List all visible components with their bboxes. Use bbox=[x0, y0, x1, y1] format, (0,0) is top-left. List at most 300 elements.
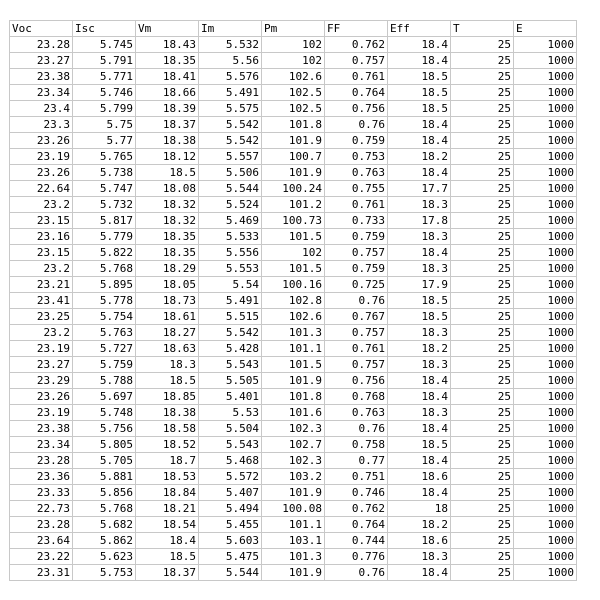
data-cell[interactable]: 23.3 bbox=[10, 117, 73, 133]
data-cell[interactable]: 5.575 bbox=[199, 101, 262, 117]
data-cell[interactable]: 0.759 bbox=[325, 133, 388, 149]
data-cell[interactable]: 102.6 bbox=[262, 309, 325, 325]
data-cell[interactable]: 1000 bbox=[514, 325, 577, 341]
data-cell[interactable]: 5.504 bbox=[199, 421, 262, 437]
data-cell[interactable]: 5.763 bbox=[73, 325, 136, 341]
data-cell[interactable]: 25 bbox=[451, 325, 514, 341]
data-cell[interactable]: 25 bbox=[451, 517, 514, 533]
data-cell[interactable]: 18.39 bbox=[136, 101, 199, 117]
data-cell[interactable]: 22.64 bbox=[10, 181, 73, 197]
column-header-cell[interactable]: Im bbox=[199, 21, 262, 37]
data-cell[interactable]: 102 bbox=[262, 37, 325, 53]
data-cell[interactable]: 100.16 bbox=[262, 277, 325, 293]
data-cell[interactable]: 1000 bbox=[514, 181, 577, 197]
data-cell[interactable]: 0.757 bbox=[325, 357, 388, 373]
data-cell[interactable]: 18.2 bbox=[388, 149, 451, 165]
data-cell[interactable]: 0.764 bbox=[325, 85, 388, 101]
data-cell[interactable]: 5.455 bbox=[199, 517, 262, 533]
data-cell[interactable]: 0.767 bbox=[325, 309, 388, 325]
data-cell[interactable]: 25 bbox=[451, 421, 514, 437]
data-cell[interactable]: 18.5 bbox=[388, 85, 451, 101]
data-cell[interactable]: 18.35 bbox=[136, 53, 199, 69]
data-cell[interactable]: 23.4 bbox=[10, 101, 73, 117]
data-cell[interactable]: 100.7 bbox=[262, 149, 325, 165]
data-cell[interactable]: 18.4 bbox=[388, 421, 451, 437]
data-cell[interactable]: 23.64 bbox=[10, 533, 73, 549]
column-header-cell[interactable]: Voc bbox=[10, 21, 73, 37]
data-cell[interactable]: 102.5 bbox=[262, 85, 325, 101]
data-cell[interactable]: 101.9 bbox=[262, 565, 325, 581]
data-cell[interactable]: 5.77 bbox=[73, 133, 136, 149]
data-cell[interactable]: 18.53 bbox=[136, 469, 199, 485]
data-cell[interactable]: 23.21 bbox=[10, 277, 73, 293]
data-cell[interactable]: 5.75 bbox=[73, 117, 136, 133]
data-cell[interactable]: 5.469 bbox=[199, 213, 262, 229]
data-cell[interactable]: 18.3 bbox=[388, 325, 451, 341]
data-cell[interactable]: 0.758 bbox=[325, 437, 388, 453]
data-cell[interactable]: 25 bbox=[451, 293, 514, 309]
data-cell[interactable]: 1000 bbox=[514, 485, 577, 501]
data-cell[interactable]: 18.4 bbox=[388, 37, 451, 53]
data-cell[interactable]: 5.54 bbox=[199, 277, 262, 293]
data-cell[interactable]: 17.7 bbox=[388, 181, 451, 197]
data-cell[interactable]: 18.3 bbox=[388, 549, 451, 565]
data-cell[interactable]: 101.9 bbox=[262, 485, 325, 501]
data-cell[interactable]: 5.533 bbox=[199, 229, 262, 245]
data-cell[interactable]: 18.3 bbox=[388, 261, 451, 277]
data-cell[interactable]: 1000 bbox=[514, 293, 577, 309]
data-cell[interactable]: 18.5 bbox=[136, 549, 199, 565]
data-cell[interactable]: 5.768 bbox=[73, 261, 136, 277]
data-cell[interactable]: 23.31 bbox=[10, 565, 73, 581]
data-cell[interactable]: 5.765 bbox=[73, 149, 136, 165]
data-cell[interactable]: 25 bbox=[451, 357, 514, 373]
data-cell[interactable]: 0.761 bbox=[325, 197, 388, 213]
data-cell[interactable]: 1000 bbox=[514, 277, 577, 293]
data-cell[interactable]: 102.3 bbox=[262, 421, 325, 437]
data-cell[interactable]: 0.761 bbox=[325, 341, 388, 357]
data-cell[interactable]: 5.705 bbox=[73, 453, 136, 469]
data-cell[interactable]: 101.9 bbox=[262, 373, 325, 389]
data-cell[interactable]: 18.38 bbox=[136, 405, 199, 421]
data-cell[interactable]: 5.822 bbox=[73, 245, 136, 261]
data-cell[interactable]: 18.29 bbox=[136, 261, 199, 277]
data-cell[interactable]: 25 bbox=[451, 389, 514, 405]
data-cell[interactable]: 18.37 bbox=[136, 565, 199, 581]
data-cell[interactable]: 0.764 bbox=[325, 517, 388, 533]
data-cell[interactable]: 22.73 bbox=[10, 501, 73, 517]
data-cell[interactable]: 25 bbox=[451, 53, 514, 69]
data-cell[interactable]: 25 bbox=[451, 469, 514, 485]
data-cell[interactable]: 1000 bbox=[514, 197, 577, 213]
data-cell[interactable]: 100.24 bbox=[262, 181, 325, 197]
data-cell[interactable]: 18.5 bbox=[388, 293, 451, 309]
data-cell[interactable]: 23.25 bbox=[10, 309, 73, 325]
data-cell[interactable]: 18.4 bbox=[136, 533, 199, 549]
data-cell[interactable]: 25 bbox=[451, 165, 514, 181]
data-cell[interactable]: 5.603 bbox=[199, 533, 262, 549]
data-cell[interactable]: 18.58 bbox=[136, 421, 199, 437]
data-cell[interactable]: 5.753 bbox=[73, 565, 136, 581]
data-cell[interactable]: 1000 bbox=[514, 309, 577, 325]
data-cell[interactable]: 25 bbox=[451, 133, 514, 149]
data-cell[interactable]: 5.856 bbox=[73, 485, 136, 501]
data-cell[interactable]: 5.524 bbox=[199, 197, 262, 213]
data-cell[interactable]: 23.27 bbox=[10, 53, 73, 69]
data-cell[interactable]: 25 bbox=[451, 101, 514, 117]
data-cell[interactable]: 5.468 bbox=[199, 453, 262, 469]
data-cell[interactable]: 18.4 bbox=[388, 165, 451, 181]
data-cell[interactable]: 1000 bbox=[514, 437, 577, 453]
data-cell[interactable]: 0.76 bbox=[325, 117, 388, 133]
data-cell[interactable]: 18.4 bbox=[388, 133, 451, 149]
data-cell[interactable]: 1000 bbox=[514, 85, 577, 101]
data-cell[interactable]: 5.756 bbox=[73, 421, 136, 437]
data-cell[interactable]: 5.572 bbox=[199, 469, 262, 485]
data-cell[interactable]: 5.862 bbox=[73, 533, 136, 549]
data-cell[interactable]: 18.6 bbox=[388, 533, 451, 549]
data-cell[interactable]: 23.26 bbox=[10, 165, 73, 181]
data-cell[interactable]: 0.776 bbox=[325, 549, 388, 565]
data-cell[interactable]: 5.556 bbox=[199, 245, 262, 261]
data-cell[interactable]: 18.4 bbox=[388, 389, 451, 405]
data-cell[interactable]: 103.2 bbox=[262, 469, 325, 485]
data-cell[interactable]: 1000 bbox=[514, 357, 577, 373]
data-cell[interactable]: 5.747 bbox=[73, 181, 136, 197]
data-cell[interactable]: 0.751 bbox=[325, 469, 388, 485]
data-cell[interactable]: 23.2 bbox=[10, 197, 73, 213]
data-cell[interactable]: 0.761 bbox=[325, 69, 388, 85]
data-cell[interactable]: 1000 bbox=[514, 101, 577, 117]
data-cell[interactable]: 23.26 bbox=[10, 133, 73, 149]
data-cell[interactable]: 0.725 bbox=[325, 277, 388, 293]
data-cell[interactable]: 0.768 bbox=[325, 389, 388, 405]
data-cell[interactable]: 25 bbox=[451, 245, 514, 261]
data-cell[interactable]: 0.77 bbox=[325, 453, 388, 469]
data-cell[interactable]: 18.73 bbox=[136, 293, 199, 309]
data-cell[interactable]: 1000 bbox=[514, 453, 577, 469]
data-cell[interactable]: 102.6 bbox=[262, 69, 325, 85]
data-cell[interactable]: 5.779 bbox=[73, 229, 136, 245]
data-cell[interactable]: 5.732 bbox=[73, 197, 136, 213]
data-cell[interactable]: 102 bbox=[262, 53, 325, 69]
data-cell[interactable]: 5.788 bbox=[73, 373, 136, 389]
data-cell[interactable]: 101.6 bbox=[262, 405, 325, 421]
data-cell[interactable]: 25 bbox=[451, 341, 514, 357]
data-cell[interactable]: 18.32 bbox=[136, 213, 199, 229]
data-cell[interactable]: 23.15 bbox=[10, 245, 73, 261]
data-cell[interactable]: 0.759 bbox=[325, 229, 388, 245]
data-cell[interactable]: 25 bbox=[451, 117, 514, 133]
data-cell[interactable]: 23.29 bbox=[10, 373, 73, 389]
data-cell[interactable]: 18.7 bbox=[136, 453, 199, 469]
data-cell[interactable]: 102 bbox=[262, 245, 325, 261]
data-cell[interactable]: 18.4 bbox=[388, 453, 451, 469]
data-cell[interactable]: 0.759 bbox=[325, 261, 388, 277]
data-cell[interactable]: 5.515 bbox=[199, 309, 262, 325]
data-cell[interactable]: 5.738 bbox=[73, 165, 136, 181]
column-header-cell[interactable]: Eff bbox=[388, 21, 451, 37]
data-cell[interactable]: 1000 bbox=[514, 469, 577, 485]
data-cell[interactable]: 25 bbox=[451, 405, 514, 421]
column-header-cell[interactable]: Pm bbox=[262, 21, 325, 37]
data-cell[interactable]: 1000 bbox=[514, 133, 577, 149]
data-cell[interactable]: 102.8 bbox=[262, 293, 325, 309]
data-cell[interactable]: 5.543 bbox=[199, 437, 262, 453]
data-cell[interactable]: 18.2 bbox=[388, 341, 451, 357]
data-cell[interactable]: 1000 bbox=[514, 549, 577, 565]
data-cell[interactable]: 18.37 bbox=[136, 117, 199, 133]
data-cell[interactable]: 5.623 bbox=[73, 549, 136, 565]
data-cell[interactable]: 18.35 bbox=[136, 245, 199, 261]
data-cell[interactable]: 101.2 bbox=[262, 197, 325, 213]
data-cell[interactable]: 5.746 bbox=[73, 85, 136, 101]
data-cell[interactable]: 18.21 bbox=[136, 501, 199, 517]
data-cell[interactable]: 5.532 bbox=[199, 37, 262, 53]
data-cell[interactable]: 1000 bbox=[514, 229, 577, 245]
data-cell[interactable]: 18.6 bbox=[388, 469, 451, 485]
data-cell[interactable]: 25 bbox=[451, 229, 514, 245]
data-cell[interactable]: 25 bbox=[451, 309, 514, 325]
data-cell[interactable]: 102.7 bbox=[262, 437, 325, 453]
data-cell[interactable]: 102.5 bbox=[262, 101, 325, 117]
data-cell[interactable]: 5.542 bbox=[199, 325, 262, 341]
data-cell[interactable]: 5.543 bbox=[199, 357, 262, 373]
data-cell[interactable]: 5.544 bbox=[199, 181, 262, 197]
data-cell[interactable]: 23.36 bbox=[10, 469, 73, 485]
data-cell[interactable]: 17.9 bbox=[388, 277, 451, 293]
data-cell[interactable]: 23.38 bbox=[10, 69, 73, 85]
data-cell[interactable]: 0.763 bbox=[325, 405, 388, 421]
data-cell[interactable]: 18.3 bbox=[388, 405, 451, 421]
data-cell[interactable]: 1000 bbox=[514, 341, 577, 357]
data-cell[interactable]: 101.5 bbox=[262, 229, 325, 245]
data-cell[interactable]: 1000 bbox=[514, 37, 577, 53]
data-cell[interactable]: 1000 bbox=[514, 373, 577, 389]
data-cell[interactable]: 23.16 bbox=[10, 229, 73, 245]
data-cell[interactable]: 5.576 bbox=[199, 69, 262, 85]
data-cell[interactable]: 18.61 bbox=[136, 309, 199, 325]
data-cell[interactable]: 0.744 bbox=[325, 533, 388, 549]
data-cell[interactable]: 1000 bbox=[514, 517, 577, 533]
data-cell[interactable]: 5.53 bbox=[199, 405, 262, 421]
data-cell[interactable]: 5.542 bbox=[199, 117, 262, 133]
data-cell[interactable]: 23.2 bbox=[10, 261, 73, 277]
data-cell[interactable]: 5.544 bbox=[199, 565, 262, 581]
data-cell[interactable]: 101.3 bbox=[262, 549, 325, 565]
data-cell[interactable]: 18.5 bbox=[136, 373, 199, 389]
data-cell[interactable]: 101.8 bbox=[262, 117, 325, 133]
data-cell[interactable]: 18.27 bbox=[136, 325, 199, 341]
data-cell[interactable]: 5.401 bbox=[199, 389, 262, 405]
data-cell[interactable]: 1000 bbox=[514, 533, 577, 549]
column-header-cell[interactable]: FF bbox=[325, 21, 388, 37]
data-cell[interactable]: 18.4 bbox=[388, 245, 451, 261]
data-cell[interactable]: 23.19 bbox=[10, 405, 73, 421]
data-cell[interactable]: 18 bbox=[388, 501, 451, 517]
data-cell[interactable]: 25 bbox=[451, 197, 514, 213]
data-cell[interactable]: 25 bbox=[451, 565, 514, 581]
data-cell[interactable]: 18.63 bbox=[136, 341, 199, 357]
data-cell[interactable]: 0.746 bbox=[325, 485, 388, 501]
data-cell[interactable]: 5.745 bbox=[73, 37, 136, 53]
data-cell[interactable]: 23.28 bbox=[10, 517, 73, 533]
data-cell[interactable]: 1000 bbox=[514, 421, 577, 437]
column-header-cell[interactable]: Vm bbox=[136, 21, 199, 37]
data-cell[interactable]: 5.697 bbox=[73, 389, 136, 405]
data-cell[interactable]: 0.762 bbox=[325, 37, 388, 53]
data-cell[interactable]: 1000 bbox=[514, 213, 577, 229]
data-cell[interactable]: 23.28 bbox=[10, 37, 73, 53]
data-cell[interactable]: 18.3 bbox=[388, 197, 451, 213]
data-cell[interactable]: 5.56 bbox=[199, 53, 262, 69]
data-cell[interactable]: 103.1 bbox=[262, 533, 325, 549]
data-cell[interactable]: 5.748 bbox=[73, 405, 136, 421]
data-cell[interactable]: 25 bbox=[451, 549, 514, 565]
data-cell[interactable]: 5.754 bbox=[73, 309, 136, 325]
data-cell[interactable]: 1000 bbox=[514, 149, 577, 165]
data-cell[interactable]: 23.34 bbox=[10, 437, 73, 453]
data-cell[interactable]: 25 bbox=[451, 85, 514, 101]
data-cell[interactable]: 18.4 bbox=[388, 565, 451, 581]
data-cell[interactable]: 5.791 bbox=[73, 53, 136, 69]
data-cell[interactable]: 25 bbox=[451, 37, 514, 53]
data-cell[interactable]: 18.38 bbox=[136, 133, 199, 149]
data-cell[interactable]: 18.08 bbox=[136, 181, 199, 197]
data-cell[interactable]: 18.2 bbox=[388, 517, 451, 533]
data-cell[interactable]: 5.768 bbox=[73, 501, 136, 517]
data-cell[interactable]: 0.763 bbox=[325, 165, 388, 181]
data-cell[interactable]: 0.757 bbox=[325, 245, 388, 261]
data-cell[interactable]: 5.491 bbox=[199, 293, 262, 309]
data-cell[interactable]: 18.5 bbox=[388, 309, 451, 325]
data-cell[interactable]: 18.43 bbox=[136, 37, 199, 53]
data-cell[interactable]: 1000 bbox=[514, 69, 577, 85]
data-cell[interactable]: 5.682 bbox=[73, 517, 136, 533]
data-cell[interactable]: 5.428 bbox=[199, 341, 262, 357]
data-cell[interactable]: 25 bbox=[451, 485, 514, 501]
data-cell[interactable]: 25 bbox=[451, 277, 514, 293]
column-header-cell[interactable]: Isc bbox=[73, 21, 136, 37]
data-cell[interactable]: 1000 bbox=[514, 165, 577, 181]
data-cell[interactable]: 18.12 bbox=[136, 149, 199, 165]
data-cell[interactable]: 1000 bbox=[514, 245, 577, 261]
data-cell[interactable]: 23.19 bbox=[10, 341, 73, 357]
data-cell[interactable]: 18.5 bbox=[388, 101, 451, 117]
data-cell[interactable]: 25 bbox=[451, 149, 514, 165]
data-cell[interactable]: 23.34 bbox=[10, 85, 73, 101]
data-cell[interactable]: 23.15 bbox=[10, 213, 73, 229]
data-cell[interactable]: 0.757 bbox=[325, 53, 388, 69]
data-cell[interactable]: 0.755 bbox=[325, 181, 388, 197]
data-cell[interactable]: 0.753 bbox=[325, 149, 388, 165]
data-cell[interactable]: 5.553 bbox=[199, 261, 262, 277]
data-cell[interactable]: 25 bbox=[451, 373, 514, 389]
data-cell[interactable]: 101.3 bbox=[262, 325, 325, 341]
data-cell[interactable]: 25 bbox=[451, 437, 514, 453]
data-cell[interactable]: 5.506 bbox=[199, 165, 262, 181]
data-cell[interactable]: 101.9 bbox=[262, 165, 325, 181]
data-cell[interactable]: 25 bbox=[451, 501, 514, 517]
data-cell[interactable]: 1000 bbox=[514, 501, 577, 517]
data-cell[interactable]: 100.08 bbox=[262, 501, 325, 517]
data-cell[interactable]: 0.76 bbox=[325, 293, 388, 309]
data-cell[interactable]: 100.73 bbox=[262, 213, 325, 229]
data-cell[interactable]: 5.491 bbox=[199, 85, 262, 101]
data-cell[interactable]: 101.5 bbox=[262, 261, 325, 277]
data-cell[interactable]: 0.756 bbox=[325, 373, 388, 389]
data-cell[interactable]: 0.762 bbox=[325, 501, 388, 517]
column-header-cell[interactable]: E bbox=[514, 21, 577, 37]
data-cell[interactable]: 18.4 bbox=[388, 485, 451, 501]
data-cell[interactable]: 5.494 bbox=[199, 501, 262, 517]
data-cell[interactable]: 25 bbox=[451, 261, 514, 277]
data-cell[interactable]: 1000 bbox=[514, 405, 577, 421]
data-cell[interactable]: 5.881 bbox=[73, 469, 136, 485]
data-cell[interactable]: 23.33 bbox=[10, 485, 73, 501]
data-cell[interactable]: 18.3 bbox=[388, 357, 451, 373]
data-cell[interactable]: 17.8 bbox=[388, 213, 451, 229]
data-cell[interactable]: 5.799 bbox=[73, 101, 136, 117]
data-cell[interactable]: 18.5 bbox=[388, 437, 451, 453]
data-cell[interactable]: 5.727 bbox=[73, 341, 136, 357]
data-cell[interactable]: 1000 bbox=[514, 565, 577, 581]
data-cell[interactable]: 0.733 bbox=[325, 213, 388, 229]
data-cell[interactable]: 18.66 bbox=[136, 85, 199, 101]
data-cell[interactable]: 5.542 bbox=[199, 133, 262, 149]
data-cell[interactable]: 0.756 bbox=[325, 101, 388, 117]
data-cell[interactable]: 101.8 bbox=[262, 389, 325, 405]
data-cell[interactable]: 5.557 bbox=[199, 149, 262, 165]
data-cell[interactable]: 23.19 bbox=[10, 149, 73, 165]
data-cell[interactable]: 23.2 bbox=[10, 325, 73, 341]
data-cell[interactable]: 18.54 bbox=[136, 517, 199, 533]
data-cell[interactable]: 101.9 bbox=[262, 133, 325, 149]
data-cell[interactable]: 5.759 bbox=[73, 357, 136, 373]
data-cell[interactable]: 18.05 bbox=[136, 277, 199, 293]
data-cell[interactable]: 18.3 bbox=[388, 229, 451, 245]
data-cell[interactable]: 18.4 bbox=[388, 53, 451, 69]
data-cell[interactable]: 101.1 bbox=[262, 341, 325, 357]
data-cell[interactable]: 5.407 bbox=[199, 485, 262, 501]
data-cell[interactable]: 23.26 bbox=[10, 389, 73, 405]
data-cell[interactable]: 1000 bbox=[514, 53, 577, 69]
data-cell[interactable]: 5.505 bbox=[199, 373, 262, 389]
data-cell[interactable]: 0.76 bbox=[325, 565, 388, 581]
data-cell[interactable]: 25 bbox=[451, 181, 514, 197]
data-cell[interactable]: 25 bbox=[451, 533, 514, 549]
data-cell[interactable]: 5.805 bbox=[73, 437, 136, 453]
data-cell[interactable]: 0.757 bbox=[325, 325, 388, 341]
data-cell[interactable]: 23.28 bbox=[10, 453, 73, 469]
data-cell[interactable]: 18.4 bbox=[388, 373, 451, 389]
data-cell[interactable]: 18.32 bbox=[136, 197, 199, 213]
data-cell[interactable]: 25 bbox=[451, 69, 514, 85]
data-cell[interactable]: 102.3 bbox=[262, 453, 325, 469]
data-cell[interactable]: 18.41 bbox=[136, 69, 199, 85]
data-cell[interactable]: 18.5 bbox=[136, 165, 199, 181]
data-cell[interactable]: 18.35 bbox=[136, 229, 199, 245]
data-cell[interactable]: 5.771 bbox=[73, 69, 136, 85]
data-cell[interactable]: 1000 bbox=[514, 117, 577, 133]
data-cell[interactable]: 18.5 bbox=[388, 69, 451, 85]
data-cell[interactable]: 18.52 bbox=[136, 437, 199, 453]
data-cell[interactable]: 0.76 bbox=[325, 421, 388, 437]
data-cell[interactable]: 1000 bbox=[514, 389, 577, 405]
data-cell[interactable]: 101.1 bbox=[262, 517, 325, 533]
data-cell[interactable]: 1000 bbox=[514, 261, 577, 277]
data-cell[interactable]: 101.5 bbox=[262, 357, 325, 373]
